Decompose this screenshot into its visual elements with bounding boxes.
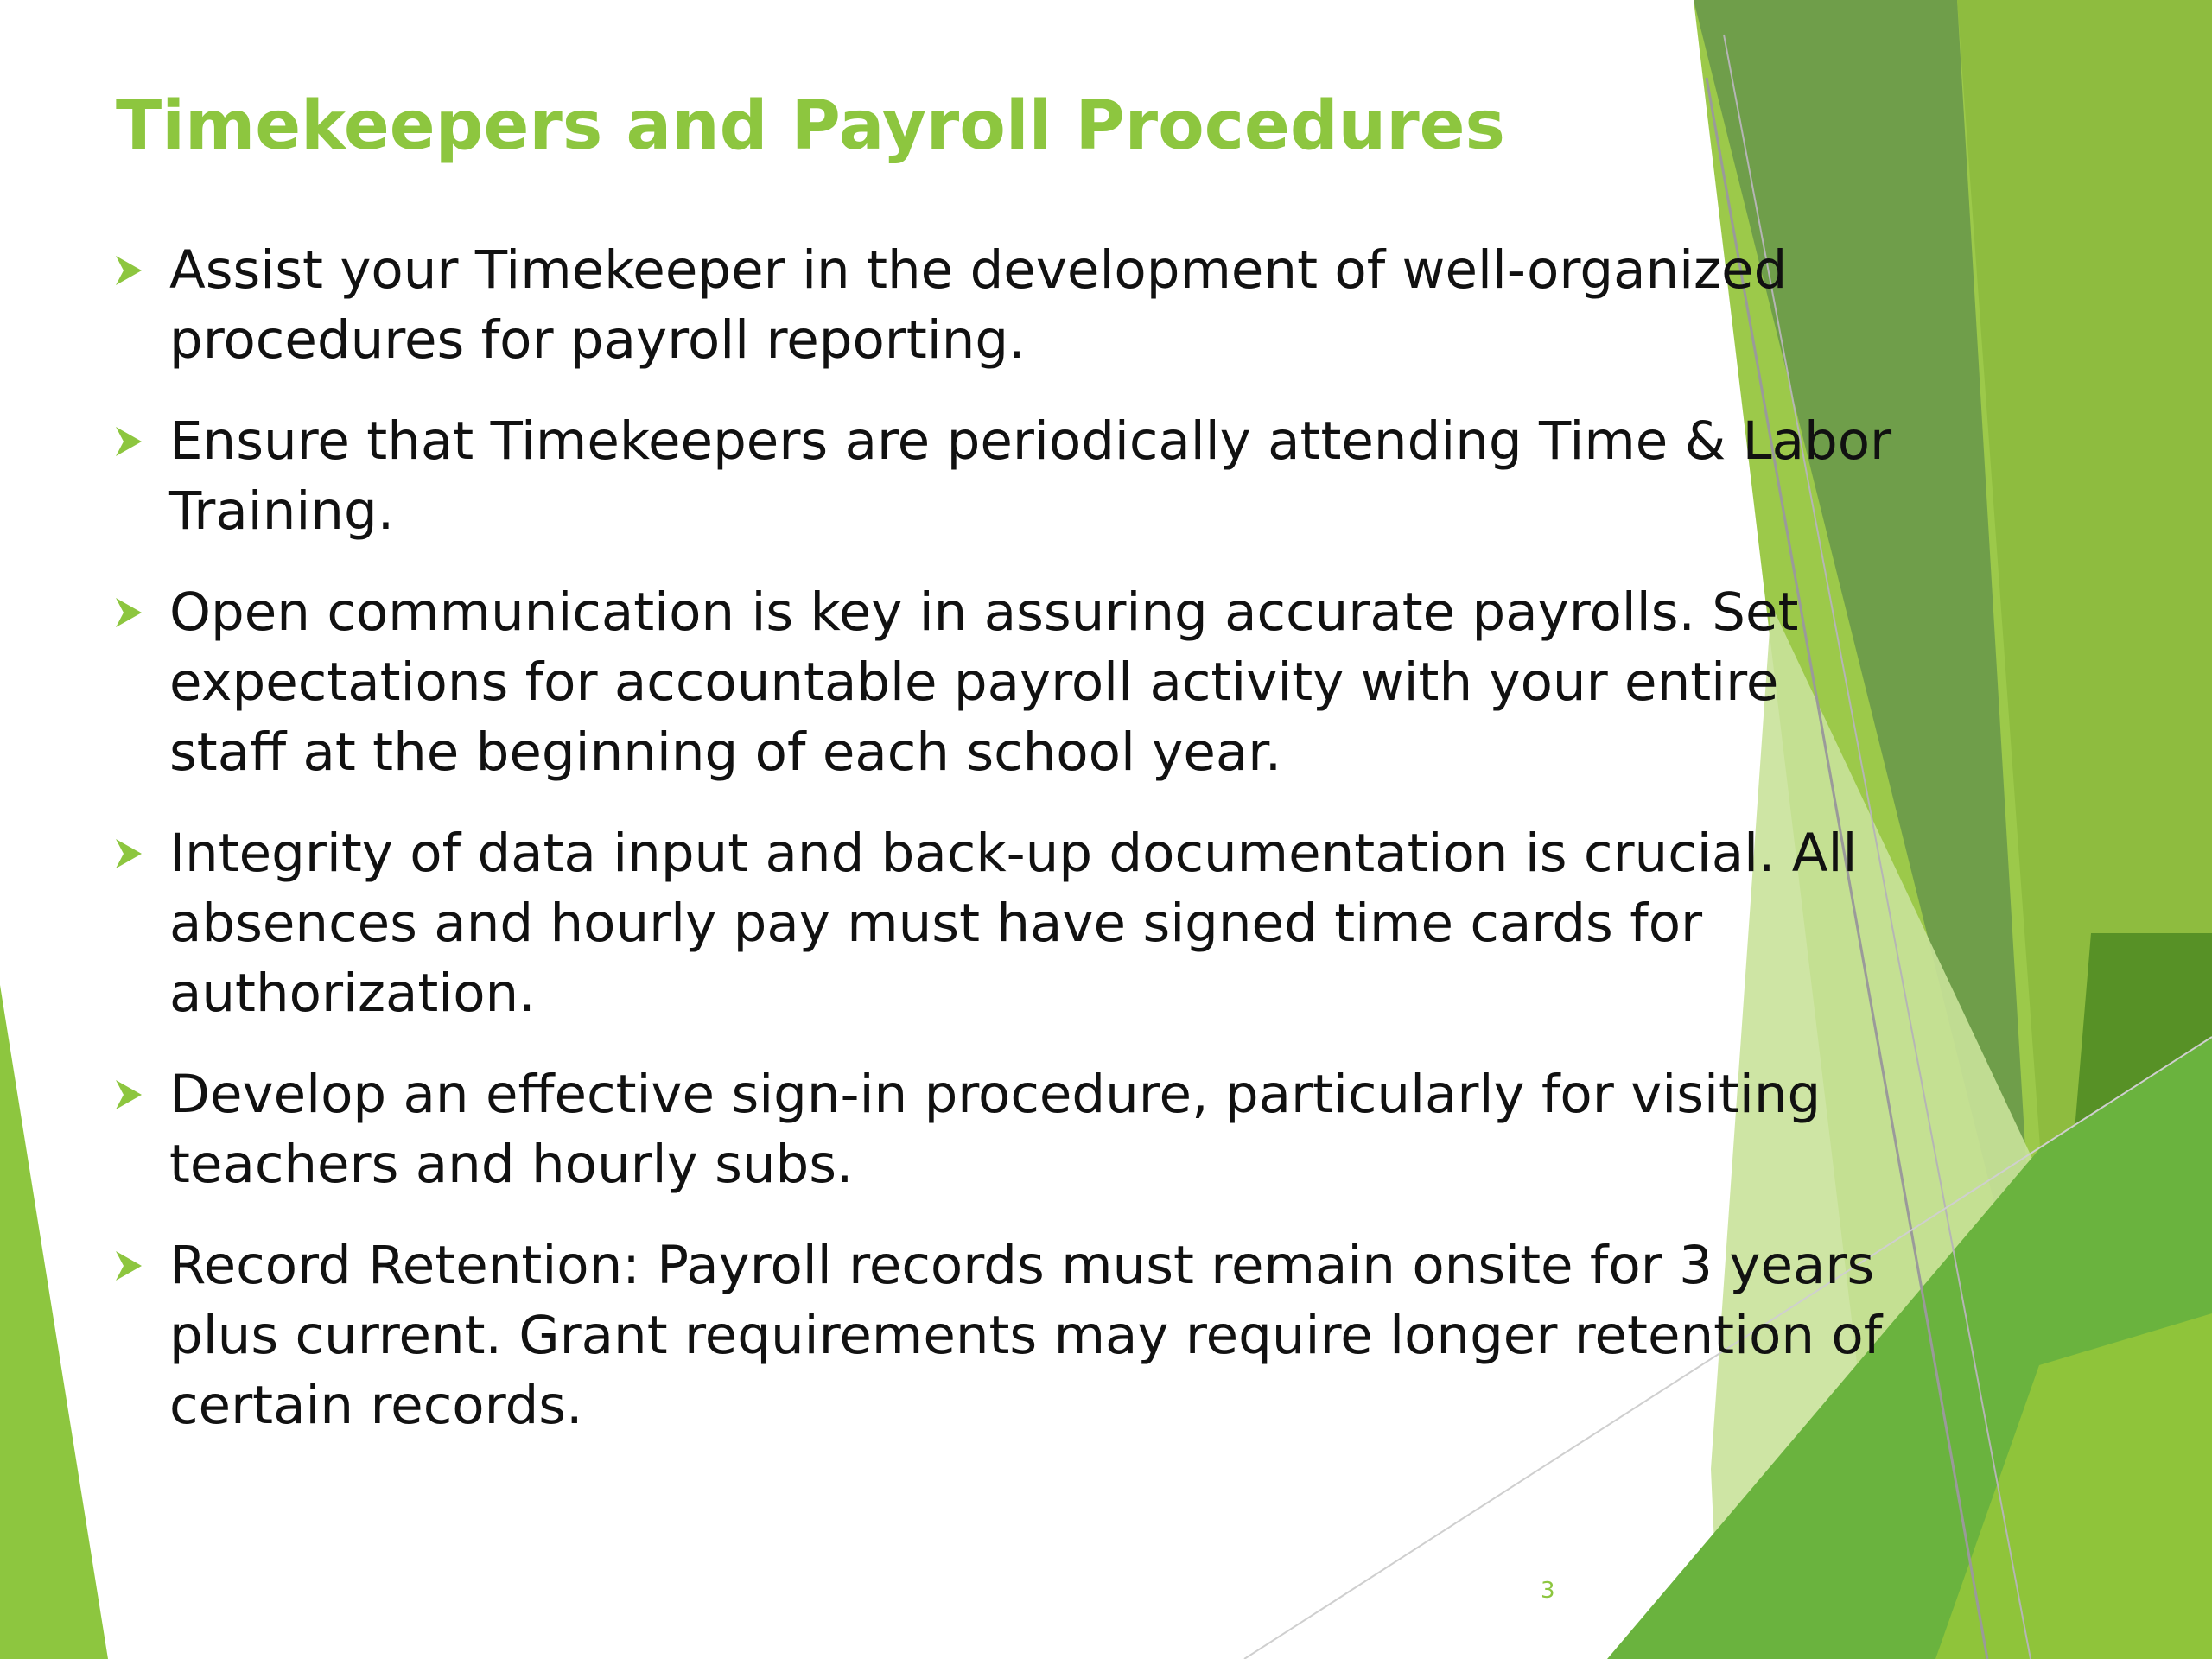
bullet-text: Assist your Timekeeper in the development of well-organized procedures for payroll reporting. [169, 239, 1788, 371]
bullet-item [114, 1059, 1894, 1199]
arrowhead-icon [116, 839, 142, 868]
bullet-item [114, 1230, 1894, 1440]
arrowhead-icon [116, 1080, 142, 1109]
arrowhead-icon [116, 256, 142, 285]
arrowhead-icon [116, 598, 142, 627]
bullet-item [114, 406, 1894, 546]
page-number: 3 [1541, 1578, 1555, 1604]
bullet-text: Open communication is key in assuring accurate payrolls. Set expectations for accountable payroll activity with your entire staff at the beginning of each school year. [169, 582, 1799, 783]
bullet-item [114, 235, 1894, 375]
left-green-sliver [0, 985, 108, 1659]
arrowhead-icon [116, 427, 142, 456]
bullet-item [114, 818, 1894, 1028]
bullet-item [114, 577, 1894, 787]
bullet-list [114, 235, 1894, 1471]
bullet-text: Integrity of data input and back-up documentation is crucial. All absences and hourly pay must have signed time cards for authorization. [169, 823, 1858, 1024]
arrowhead-icon [116, 1251, 142, 1281]
bullet-text: Develop an effective sign-in procedure, particularly for visiting teachers and hourly subs. [169, 1064, 1821, 1195]
bullet-text: Record Retention: Payroll records must remain onsite for 3 years plus current. Grant requirements may require longer retention of certain records. [169, 1235, 1883, 1436]
slide-title: Timekeepers and Payroll Procedures [116, 87, 1505, 165]
bullet-text: Ensure that Timekeepers are periodically attending Time & Labor Training. [169, 410, 1892, 542]
